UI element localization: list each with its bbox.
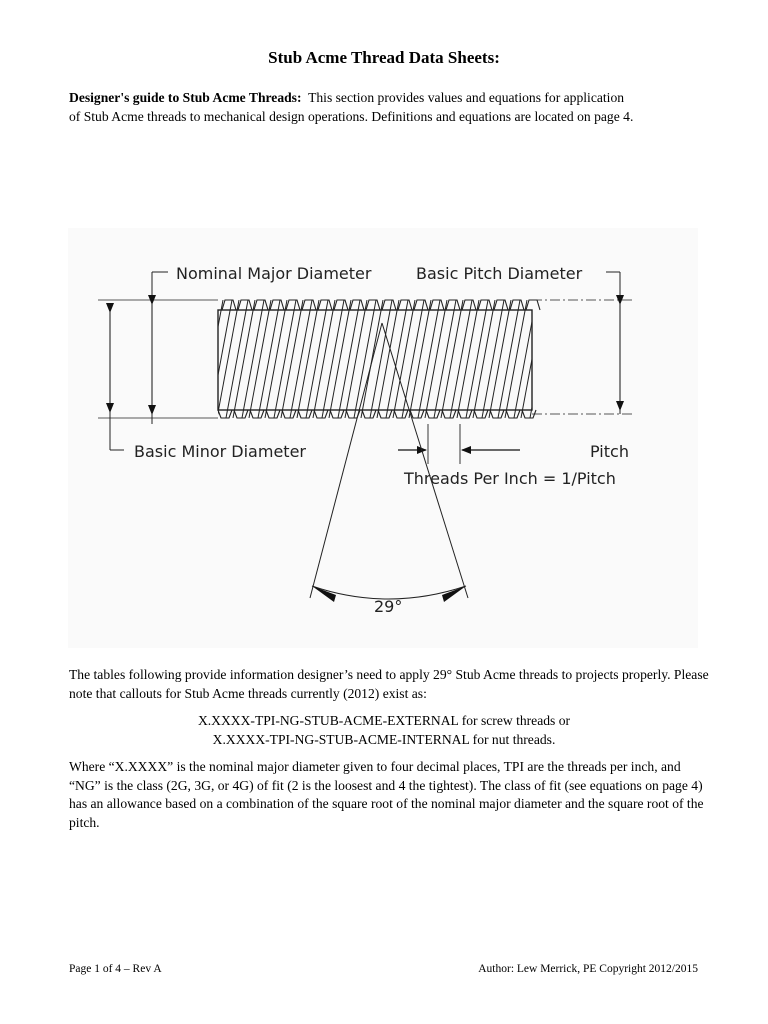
thread-crest xyxy=(302,300,316,310)
thread-flank xyxy=(530,300,552,418)
thread-crest xyxy=(494,300,508,310)
thread-flank xyxy=(290,300,312,418)
thread-flank xyxy=(473,300,495,418)
thread-flank xyxy=(210,300,232,418)
thread-crest xyxy=(238,300,252,310)
thread-crest xyxy=(478,300,492,310)
thread-root xyxy=(458,410,472,418)
thread-crest xyxy=(222,300,236,310)
thread-flank xyxy=(345,300,367,418)
thread-root xyxy=(474,410,488,418)
thread-flank xyxy=(201,300,223,418)
thread-root xyxy=(394,410,408,418)
thread-flanks xyxy=(178,300,575,418)
footer-page-number: Page 1 of 4 – Rev A xyxy=(69,963,162,975)
thread-flank xyxy=(482,300,504,418)
callout-block xyxy=(0,712,768,749)
thread-flank xyxy=(489,300,511,418)
thread-flank xyxy=(441,300,463,418)
major-diameter-label: Nominal Major Diameter xyxy=(176,264,372,283)
angle-line-left xyxy=(310,323,382,598)
page-title: Stub Acme Thread Data Sheets: xyxy=(268,48,500,67)
thread-flank xyxy=(258,300,280,418)
thread-root xyxy=(490,410,504,418)
thread-flank xyxy=(498,300,520,418)
minor-diameter-label: Basic Minor Diameter xyxy=(134,442,306,461)
thread-crest xyxy=(526,300,540,310)
thread-flank xyxy=(386,300,408,418)
callout-internal: X.XXXX-TPI-NG-STUB-ACME-INTERNAL for nut threads. xyxy=(212,731,556,747)
thread-flank xyxy=(434,300,456,418)
thread-root xyxy=(234,410,248,418)
thread-flank xyxy=(329,300,351,418)
thread-root xyxy=(442,410,456,418)
thread-flank xyxy=(217,300,239,418)
thread-diagram-svg xyxy=(68,228,698,648)
thread-flank xyxy=(265,300,287,418)
thread-root xyxy=(218,410,232,418)
thread-flank xyxy=(297,300,319,418)
thread-flank xyxy=(274,300,296,418)
thread-flank xyxy=(233,300,255,418)
thread-flank xyxy=(194,300,216,418)
angle-line-right xyxy=(382,323,468,598)
thread-crest xyxy=(254,300,268,310)
thread-crest xyxy=(414,300,428,310)
thread-flank xyxy=(393,300,415,418)
thread-flank xyxy=(409,300,431,418)
thread-crest xyxy=(270,300,284,310)
thread-crest xyxy=(510,300,524,310)
thread-crest xyxy=(286,300,300,310)
where-paragraph: Where “X.XXXX” is the nominal major diameter given to four decimal places, TPI are the threads per inch, and “NG” is the class (2G, 3G, or 4G) of fit (2 is the loosest and 4 the tightest). The class of fit (see equations on page 4) has an allowance based on a combination of the square root of the nominal major diameter and the square root of the pitch. xyxy=(69,759,704,830)
angle-label: 29° xyxy=(374,597,403,616)
thread-flank xyxy=(370,300,392,418)
thread-flank xyxy=(313,300,335,418)
pitch-diameter-label: Basic Pitch Diameter xyxy=(416,264,583,283)
thread-diagram xyxy=(68,228,698,648)
thread-flank xyxy=(242,300,264,418)
thread-flank xyxy=(514,300,536,418)
thread-crest xyxy=(382,300,396,310)
thread-flank xyxy=(553,300,575,418)
thread-crest xyxy=(366,300,380,310)
thread-body xyxy=(218,310,532,410)
thread-flank xyxy=(361,300,383,418)
thread-root xyxy=(282,410,296,418)
thread-root xyxy=(250,410,264,418)
callout-external: X.XXXX-TPI-NG-STUB-ACME-EXTERNAL for screw threads or xyxy=(197,713,571,728)
thread-flank xyxy=(338,300,360,418)
thread-flank xyxy=(505,300,527,418)
footer-author: Author: Lew Merrick, PE Copyright 2012/2015 xyxy=(478,963,698,975)
thread-flank xyxy=(185,300,207,418)
thread-flank xyxy=(178,300,200,418)
thread-crest xyxy=(446,300,460,310)
intro-paragraph xyxy=(69,89,709,126)
thread-root xyxy=(410,410,424,418)
thread-crest xyxy=(318,300,332,310)
intro-line-2: of Stub Acme threads to mechanical design operations. Definitions and equations are located on page 4. xyxy=(69,108,634,124)
thread-flank xyxy=(281,300,303,418)
thread-flank xyxy=(466,300,488,418)
thread-crest xyxy=(398,300,412,310)
thread-crest xyxy=(334,300,348,310)
thread-root xyxy=(378,410,392,418)
thread-flank xyxy=(537,300,559,418)
thread-root xyxy=(298,410,312,418)
thread-root xyxy=(426,410,440,418)
thread-crest xyxy=(462,300,476,310)
thread-flank xyxy=(402,300,424,418)
intro-line-1: This section provides values and equations for application xyxy=(308,90,625,105)
pitch-label: Pitch xyxy=(590,442,629,461)
thread-root xyxy=(314,410,328,418)
thread-root xyxy=(362,410,376,418)
thread-flank xyxy=(546,300,568,418)
thread-flank xyxy=(418,300,440,418)
thread-flank xyxy=(377,300,399,418)
thread-root xyxy=(266,410,280,418)
tpi-label: Threads Per Inch = 1/Pitch xyxy=(404,469,616,488)
thread-flank xyxy=(249,300,271,418)
thread-flank xyxy=(450,300,472,418)
thread-flank xyxy=(306,300,328,418)
intro-heading: Designer's guide to Stub Acme Threads: xyxy=(69,90,302,105)
thread-flank xyxy=(425,300,447,418)
thread-crest xyxy=(350,300,364,310)
thread-flank xyxy=(322,300,344,418)
thread-root xyxy=(506,410,520,418)
thread-crest xyxy=(430,300,444,310)
thread-flank xyxy=(457,300,479,418)
thread-flank xyxy=(226,300,248,418)
thread-root xyxy=(330,410,344,418)
tables-paragraph: The tables following provide information designer’s need to apply 29° Stub Acme threads to projects properly. Please note that callouts for Stub Acme threads currently (2012) exist as: xyxy=(69,667,709,701)
